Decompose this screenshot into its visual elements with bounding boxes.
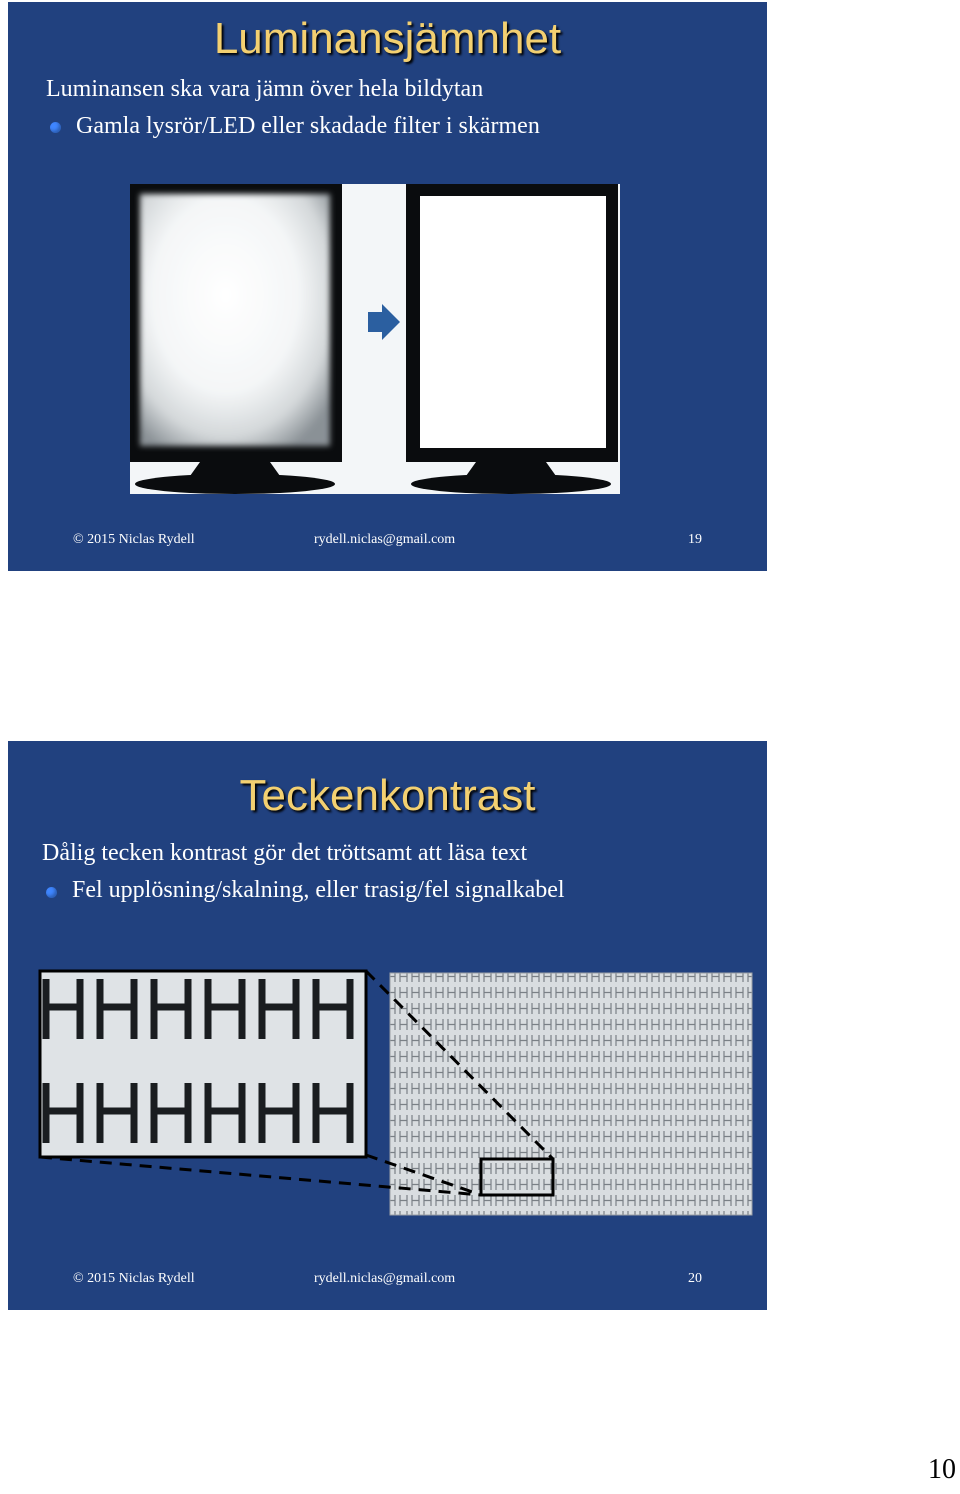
slide-19 [8, 2, 767, 571]
slide-title: Luminansjämnhet [213, 14, 562, 63]
bullet-item: Gamla lysrör/LED eller skadade filter i skärmen [76, 113, 540, 139]
footer-email: rydell.niclas@gmail.com [314, 1271, 456, 1286]
slide-number: 20 [688, 1271, 702, 1286]
slide-subtitle: Luminansen ska vara jämn över hela bildytan [46, 76, 484, 102]
footer-copyright: © 2015 Niclas Rydell [73, 1271, 195, 1286]
page-number: 10 [928, 1454, 956, 1485]
bullet-item: Fel upplösning/skalning, eller trasig/fel signalkabel [72, 877, 565, 903]
slide-subtitle: Dålig tecken kontrast gör det tröttsamt att läsa text [42, 840, 528, 866]
footer-copyright: © 2015 Niclas Rydell [73, 532, 195, 547]
slide-number: 19 [688, 532, 702, 547]
bullet-icon [46, 887, 57, 898]
character-contrast-image [38, 969, 754, 1219]
slide-20 [8, 741, 767, 1310]
slide-title: Teckenkontrast [239, 771, 536, 820]
monitor-luminance-image [130, 184, 620, 494]
footer-email: rydell.niclas@gmail.com [314, 532, 456, 547]
even-monitor [406, 184, 618, 494]
uneven-monitor [130, 184, 342, 494]
bullet-icon [50, 122, 61, 133]
